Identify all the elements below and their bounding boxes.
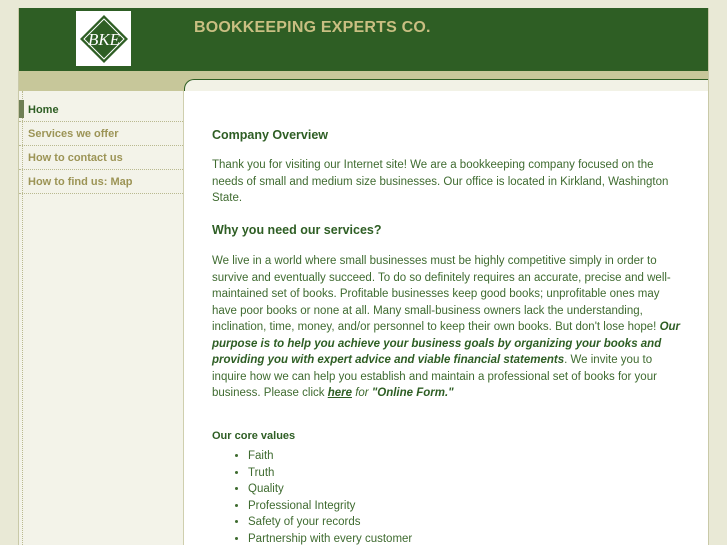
company-logo[interactable]	[76, 11, 131, 66]
core-values-list	[248, 448, 412, 545]
why-text-2: . We invite you to inquire how we can help you establish and maintain a professional set of books for your business. Please click	[212, 354, 657, 399]
why-text-1: We live in a world where small businesses must be highly competitive simply in order to survive and eventually succeed. To do so definitely requires an accurate, precise and well-maintained set of books. Profitable businesses keep good books; unprofitable ones may have poor books or none at all. Many small-business owners lack the understanding, inclination, time, money, and/or personnel to keep their own books. But don't lose hope!	[212, 255, 671, 333]
overview-heading: Company Overview	[212, 128, 329, 142]
why-heading: Why you need our services?	[212, 223, 382, 237]
purpose-statement: Our purpose is to help you achieve your business goals by organizing your books and providing you with expert advice and viable financial statements	[212, 321, 681, 366]
online-form-link[interactable]: here	[327, 387, 352, 399]
logo-diamond-icon	[78, 13, 130, 65]
sidebar-item-services[interactable]: Services we offer	[19, 122, 183, 146]
page-frame	[18, 8, 709, 545]
online-form-label: "Online Form."	[371, 387, 454, 399]
company-name: BOOKKEEPING EXPERTS CO.	[194, 19, 431, 36]
site-header	[19, 8, 709, 71]
core-values-heading: Our core values	[212, 430, 296, 442]
sidebar-item-contact[interactable]: How to contact us	[19, 146, 183, 170]
why-paragraph	[212, 253, 687, 402]
list-item: • Professional Integrity	[248, 498, 412, 515]
main-content	[212, 91, 692, 545]
list-item: • Quality	[248, 481, 412, 498]
why-text-3: for	[352, 387, 372, 399]
logo-text: BKE	[87, 29, 120, 49]
list-item: • Faith	[248, 448, 412, 465]
list-item: • Truth	[248, 465, 412, 482]
overview-text: Thank you for visiting our Internet site! We are a bookkeeping company focused on the needs of small and medium size businesses. Our office is located in Kirkland, Washington State.	[212, 159, 669, 204]
content-band	[184, 79, 709, 91]
sidebar-nav	[19, 98, 183, 194]
list-item: • Partnership with every customer	[248, 531, 412, 545]
sidebar-item-map[interactable]: How to find us: Map	[19, 170, 183, 194]
sidebar	[19, 91, 184, 545]
list-item: • Safety of your records	[248, 514, 412, 531]
sidebar-item-home[interactable]: Home	[19, 98, 183, 122]
